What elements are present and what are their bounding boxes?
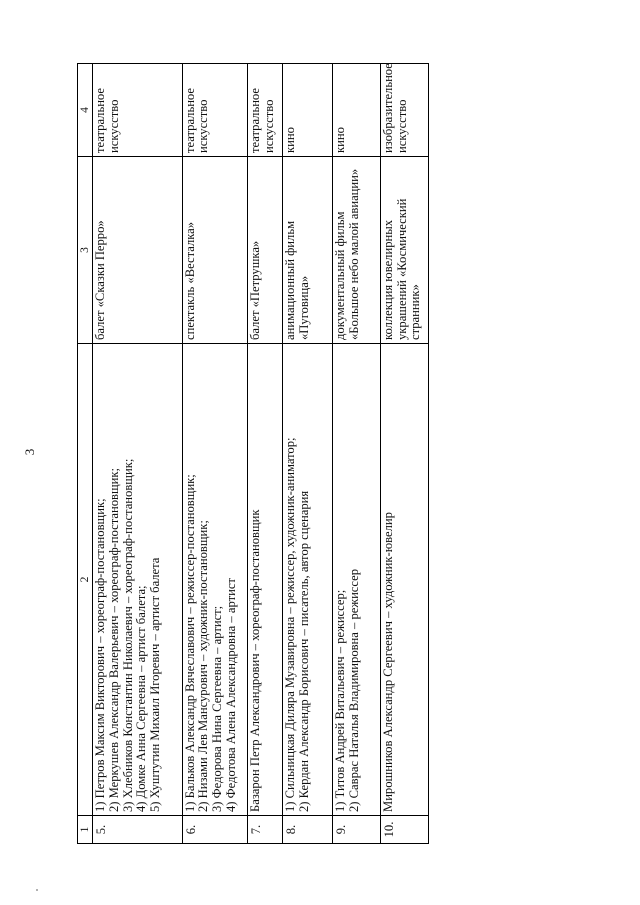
person-entry: 5) Хуштутин Михаил Игоревич – артист балета [147, 557, 162, 812]
people-cell [333, 344, 381, 816]
col-header-4: 4 [78, 64, 93, 157]
people-cell [182, 344, 247, 816]
work-title: коллекция ювелирных украшений «Космический странник» [381, 157, 429, 344]
row-number: 7. [248, 816, 283, 844]
people-cell [93, 344, 182, 816]
art-field: кино [333, 64, 381, 157]
person-entry: 3) Федорова Нина Сергеевна – артист; [210, 605, 224, 812]
work-title: спектакль «Весталка» [182, 157, 247, 344]
table-row [93, 64, 182, 844]
person-entry: 1) Титов Андрей Витальевич – режиссер; [333, 589, 348, 812]
work-title: документальный фильм «Большое небо малой авиации» [333, 157, 381, 344]
table-body [93, 64, 429, 844]
people-cell [283, 344, 333, 816]
row-number: 9. [333, 816, 381, 844]
person-entry: 4) Федотова Алена Александровна – артист [223, 578, 238, 812]
person-entry: 3) Хлебников Константин Николаевич – хореограф-постановщик; [120, 458, 135, 812]
rotated-table-container [77, 64, 429, 844]
row-number: 6. [182, 816, 247, 844]
art-field: изобразительное искусство [381, 64, 429, 157]
work-title: балет «Петрушка» [248, 157, 283, 344]
row-number: 8. [283, 816, 333, 844]
art-field: кино [283, 64, 333, 157]
col-header-1: 1 [78, 816, 93, 844]
person-entry: 4) Домке Анна Сергеевна – артист балета; [134, 585, 149, 812]
person-entry: 2) Низами Лев Мансурович – художник-постановщик; [196, 520, 211, 812]
table-row [381, 64, 429, 844]
people-cell [381, 344, 429, 816]
art-field: театральное искусство [93, 64, 182, 157]
person-entry: Мирошников Александр Сергеевич – художник-ювелир [381, 512, 396, 812]
work-title: анимационный фильм «Пуговица» [283, 157, 333, 344]
table-row [333, 64, 381, 844]
scan-dot [36, 889, 38, 891]
person-entry: 2) Саврас Наталья Владимировна – режиссер [346, 568, 361, 812]
person-entry: 1) Сильницкая Диляра Музавировна – режиссер, художник-аниматор; [283, 437, 298, 812]
person-entry: Базарон Петр Александрович – хореограф-постановщик [248, 509, 263, 812]
col-header-3: 3 [78, 157, 93, 344]
person-entry: 1) Петров Максим Викторович – хореограф-постановщик; [93, 498, 108, 812]
art-field: театральное искусство [182, 64, 247, 157]
col-header-2: 2 [78, 344, 93, 816]
person-entry: 2) Кердан Александр Борисович – писатель, автор сценария [296, 490, 311, 812]
work-title: балет «Сказки Перро» [93, 157, 182, 344]
people-cell [248, 344, 283, 816]
row-number: 10. [381, 816, 429, 844]
page-number: 3 [22, 448, 37, 456]
header-row [78, 64, 93, 844]
row-number: 5. [93, 816, 182, 844]
person-entry: 2) Меркушев Александр Валерьевич – хореограф-постановщик; [107, 467, 121, 812]
table-row [182, 64, 247, 844]
table-row [248, 64, 283, 844]
table-row [283, 64, 333, 844]
art-field: театральное искусство [248, 64, 283, 157]
person-entry: 1) Бальков Александр Вячеславович – режиссер-постановщик; [182, 474, 197, 812]
awards-table [77, 63, 429, 844]
